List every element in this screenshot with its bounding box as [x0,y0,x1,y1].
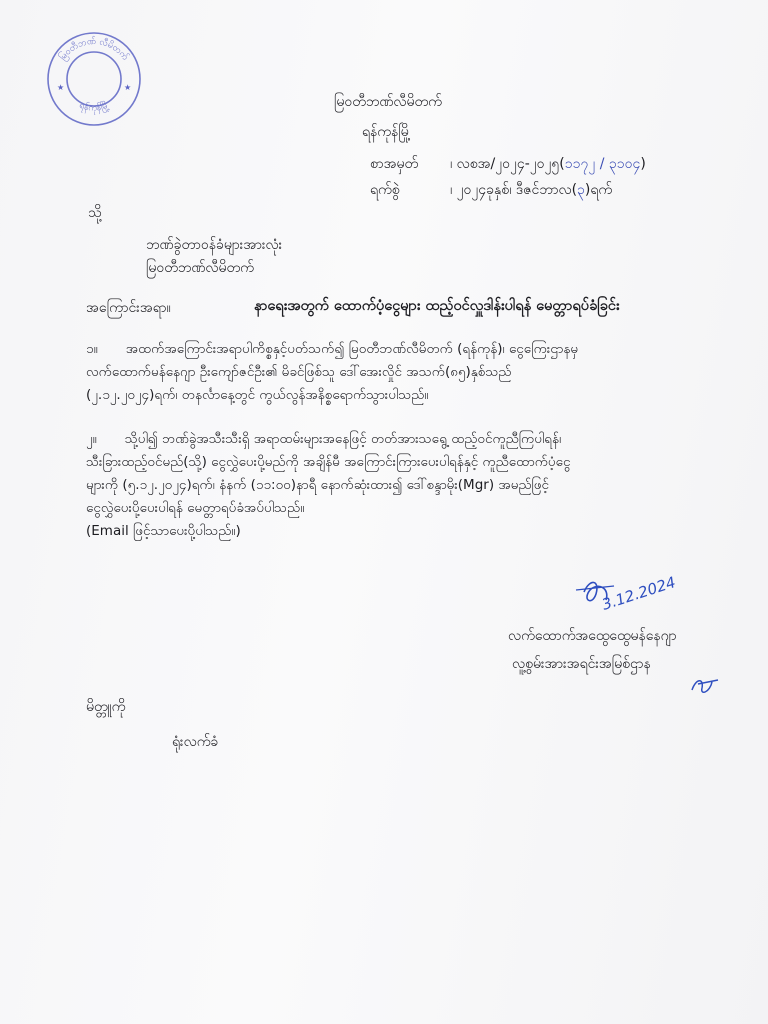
signatory-title-2: လူ့စွမ်းအားအရင်းအမြစ်ဌာန [512,656,651,672]
date-value-group [450,180,612,200]
paragraph-2-line-4: ငွေလွှဲပေးပို့ပေးပါရန် မေတ္တာရပ်ခံအပ်ပါသည်။ [86,500,305,516]
ref-number [450,154,646,174]
copy-to-line-1: ရုံးလက်ခံ [172,734,219,750]
city-name: ရန်ကုန်မြို့ [362,124,411,140]
recipient-line-1: ဘဏ်ခွဲတာဝန်ခံများအားလုံး [146,237,283,253]
ref-label: စာအမှတ် [370,156,419,172]
date-label: ရက်စွဲ [370,182,400,198]
stamp-bottom-text: ရန်ကုန်မြို့ [77,100,111,114]
paragraph-2 [86,428,722,543]
bank-seal-stamp [44,30,144,128]
subject-label: အကြောင်းအရာ။ [86,300,171,316]
ref-handwritten: ၁၁၇၂ / ၃၁၀၄ [564,156,641,172]
paragraph-2-line-1: ၂။ သို့ပါ၍ ဘဏ်ခွဲအသီးသီးရှိ အရာထမ်းများအနေဖြင့် တတ်အားသရွေ့ ထည့်ဝင်ကူညီကြပါရန်၊ [86,431,562,447]
stamp-star-right-icon: ★ [124,83,132,92]
signatory-title-1: လက်ထောက်အထွေထွေမန်နေဂျာ [508,628,677,644]
svg-text:မြဝတီဘဏ် လီမိတက် [56,36,131,63]
ref-close: ) [640,156,646,172]
paragraph-1-line-2: လက်ထောက်မန်နေဂျာ ဦးကျော်ဇင်ဦး၏ မိခင်ဖြစ်သူ ဒေါ်အေးလှိုင် အသက်(၈၅)နှစ်သည် [86,364,512,380]
date-handwritten: ၃ [577,182,585,198]
paragraph-1-number: ၁။ [86,341,98,357]
paragraph-2-line-2: သီးခြားထည့်ဝင်မည်(သို့) ငွေလွှဲပေးပို့မည်ကို အချိန်မီ အကြောင်းကြားပေးပါရန်နှင့် ကူညီထောက်ပံ့ငွေ [86,454,571,470]
handwritten-signature [570,560,720,620]
paragraph-1-line-3: (၂.၁၂.၂၀၂၄)ရက်၊ တနင်္လာနေ့တွင် ကွယ်လွန်အနိစ္စရောက်သွားပါသည်။ [86,387,429,403]
date-value: ၊ ၂၀၂၄ခုနှစ်၊ ဒီဇင်ဘာလ( [450,182,578,198]
initials-mark [688,672,724,698]
copy-to-label: မိတ္တူကို [86,699,126,715]
signature-date: 3.12.2024 [599,573,678,614]
recipient-line-2: မြဝတီဘဏ်လီမိတက် [146,260,254,276]
stamp-top-text: မြဝတီဘဏ် လီမိတက် [57,36,131,63]
ref-value: ၊ လစအ/၂၀၂၄-၂၀၂၅( [450,156,565,172]
paragraph-1 [86,338,722,407]
paragraph-1-line-1: ၁။ အထက်အကြောင်းအရာပါကိစ္စနှင့်ပတ်သက်၍ မြဝတီဘဏ်လီမိတက် (ရန်ကုန်)၊ ငွေကြေးဌာနမှ [86,341,579,357]
svg-text:ရန်ကုန်မြို့ [77,99,111,115]
paragraph-2-line-3: များကို (၅.၁၂.၂၀၂၄)ရက်၊ နံနက် (၁၁:၀၀)နာရီ နောက်ဆုံးထား၍ ဒေါ်စန္ဒာမိုး(Mgr) အမည်ဖြင့် [86,477,550,493]
paragraph-2-line-5: (Email ဖြင့်သာပေးပို့ပါသည်။) [86,523,241,539]
stamp-star-left-icon: ★ [57,83,65,92]
subject-text: နာရေးအတွက် ထောက်ပံ့ငွေများ ထည့်ဝင်လှူဒါန်းပါရန် မေတ္တာရပ်ခံခြင်း [254,298,620,314]
date-close: )ရက် [584,182,613,198]
to-label: သို့ [88,205,102,221]
org-name: မြဝတီဘဏ်လီမိတက် [334,94,442,110]
paragraph-2-number: ၂။ [86,431,97,447]
